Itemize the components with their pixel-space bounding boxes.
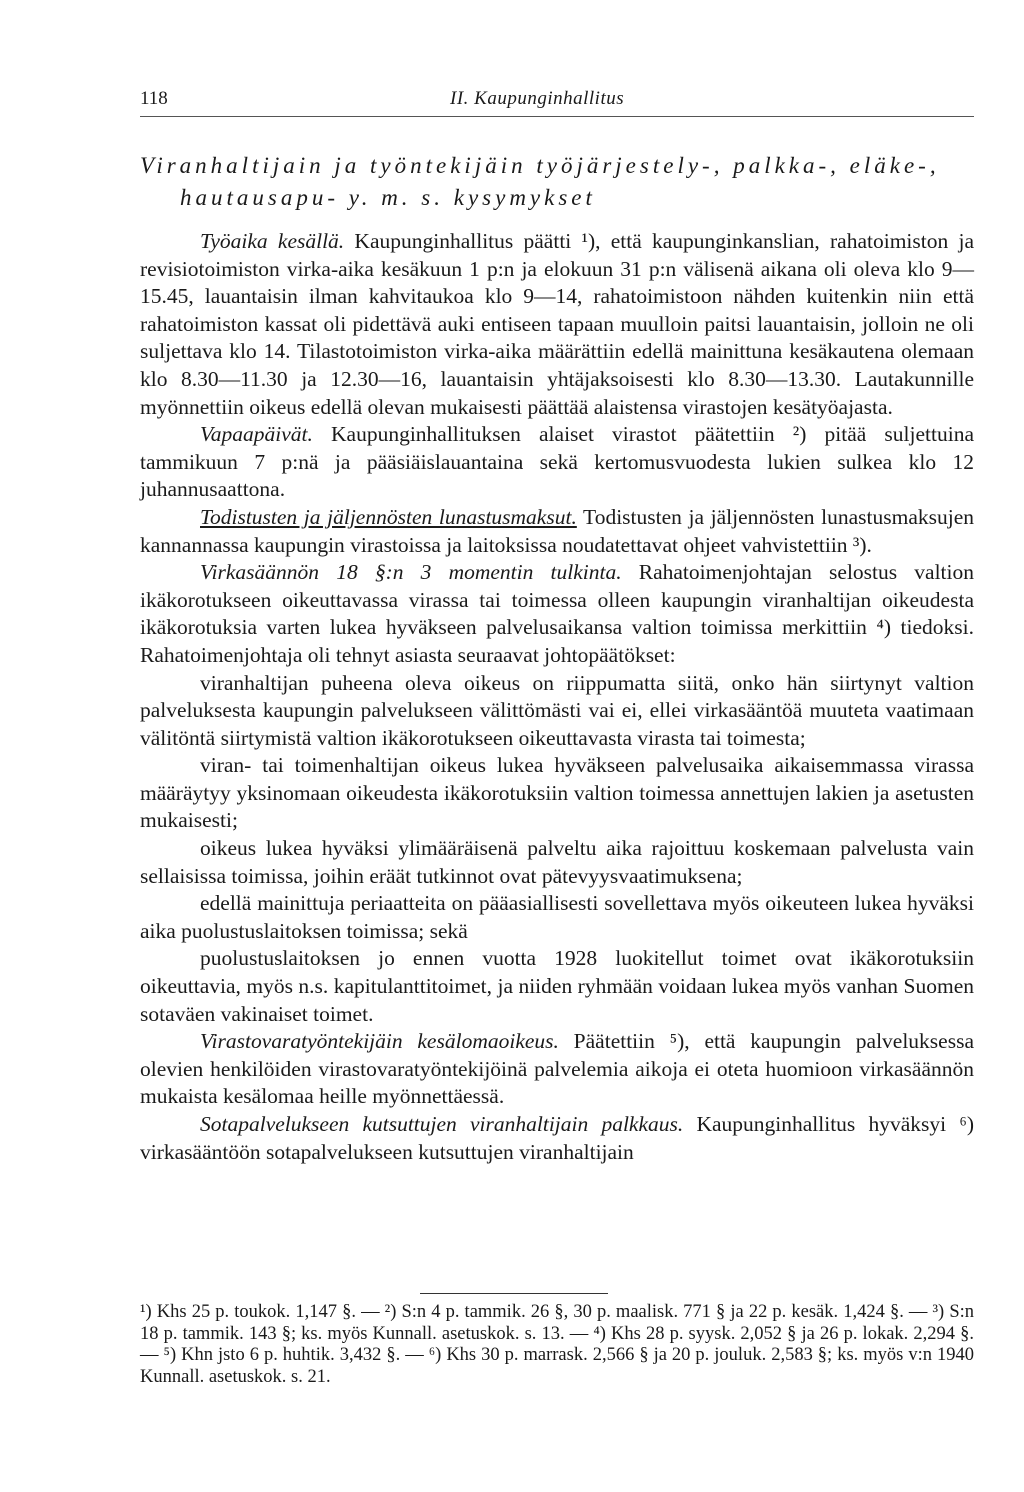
paragraph-certificate-fees bbox=[140, 504, 974, 559]
paragraph-heading: Työaika kesällä. bbox=[200, 229, 345, 253]
paragraph-heading: Virkasäännön 18 §:n 3 momentin tulkinta. bbox=[200, 560, 622, 585]
paragraph-regulation-interpretation bbox=[140, 559, 974, 669]
page-header bbox=[140, 88, 974, 114]
header-rule bbox=[140, 116, 974, 117]
list-item: oikeus lukea hyväksi ylimääräisenä palveltu aika rajoittuu koskemaan palvelusta vain sellaisissa toimissa, joihin eräät tutkinnot ovat pätevyysvaatimuksena; bbox=[140, 836, 974, 888]
paragraph-text: Päätettiin ⁵), että kaupungin palveluksessa olevien henkilöiden virastovaratyöntekijöinä palvelemia aikoja ei oteta huomioon virkasäännön mukaista kesälomaa heille myönnettäessä. bbox=[140, 1029, 974, 1109]
list-item: viranhaltijan puheena oleva oikeus on riippumatta siitä, onko hän siirtynyt valtion palveluksesta kaupungin palvelukseen välittömästi vai ei, ellei virkasääntöä muuteta vaatimaan välitöntä siirtymistä valtion ikäkorotukseen oikeuttavasta virasta tai toimesta; bbox=[140, 670, 974, 750]
paragraph-days-off bbox=[140, 421, 974, 504]
body-text bbox=[140, 150, 974, 1166]
paragraph-heading: Virastovaratyöntekijäin kesälomaoikeus. bbox=[200, 1029, 559, 1054]
paragraph-text: Kaupunginhallitus päätti ¹), että kaupunginkanslian, rahatoimiston ja revisiotoimiston virka-aika kesäkuun 1 p:n ja elokuun 31 p:n välisenä aikana oli oleva klo 9—15.45, lauantaisin ilman kahvitaukoa klo 9—14, rahatoimistoon nähden kuitenkin niin että rahatoimiston kassat oli pidettävä auki entiseen tapaan muulloin paitsi lauantaisin, jolloin ne oli suljettava klo 14. Tilastotoimiston virka-aika määrättiin edellä mainittuna kesäkautena olemaan klo 8.30—11.30 ja 12.30—16, lauantaisin yhtäjaksoisesti klo 8.30—13.30. Lautakunnille myönnettiin oikeus edellä olevan mukaisesti päättää alaistensa virastojen kesätyöajasta. bbox=[140, 229, 974, 419]
paragraph-text: Todistusten ja jäljennösten lunastusmaksujen kannannassa kaupungin virastoissa ja laitoksissa noudatettavat ohjeet vahvistettiin ³). bbox=[140, 504, 975, 557]
paragraph-heading: Vapaapäivät. bbox=[200, 422, 313, 447]
footnote-rule bbox=[420, 1293, 608, 1294]
list-item: viran- tai toimenhaltijan oikeus lukea hyväkseen palvelusaika aikaisemmassa virassa määräytyy yksinomaan oikeudesta ikäkorotuksiin valtion toimessa annettujen lakien ja asetusten mukaisesti; bbox=[140, 753, 974, 833]
list-item: edellä mainittuja periaatteita on pääasiallisesti sovellettava myös oikeuteen lukea hyväksi aika puolustuslaitoksen toimissa; sekä bbox=[140, 891, 974, 943]
paragraph-text: Kaupunginhallituksen alaiset virastot päätettiin ²) pitää suljettuina tammikuun 7 p:nä ja pääsiäislauantaina sekä kertomusvuodesta lukien sulkea klo 12 juhannusaattona. bbox=[140, 422, 974, 502]
paragraph-heading: Sotapalvelukseen kutsuttujen viranhaltijain palkkaus. bbox=[200, 1112, 684, 1136]
paragraph-summer-leave bbox=[140, 1028, 974, 1111]
list-item: puolustuslaitoksen jo ennen vuotta 1928 luokitellut toimet ovat ikäkorotuksiin oikeuttavia, myös n.s. kapitulanttitoimet, ja niiden ryhmään voidaan lukea myös vanhan Suomen sotaväen vakinaiset toimet. bbox=[140, 946, 974, 1026]
running-head: II. Kaupunginhallitus bbox=[450, 88, 625, 109]
page-number: 118 bbox=[140, 88, 168, 109]
paragraph-work-hours bbox=[140, 228, 974, 421]
paragraph-military-pay bbox=[140, 1111, 974, 1166]
paragraph-text: Rahatoimenjohtajan selostus valtion ikäkorotukseen oikeuttavassa virassa tai toimessa olleen kaupungin viranhaltijan oikeudesta ikäkorotuksia varten lukea hyväkseen palvelusaikansa valtion toimissa merkittiin ⁴) tiedoksi. Rahatoimenjohtaja oli tehnyt asiasta seuraavat johtopäätökset: bbox=[140, 560, 974, 667]
footnotes: ¹) Khs 25 p. toukok. 1,147 §. — ²) S:n 4 p. tammik. 26 §, 30 p. maalisk. 771 § ja 22 p. kesäk. 1,424 §. — ³) S:n 18 p. tammik. 143 §; ks. myös Kunnall. asetuskok. s. 13. — ⁴) Khs 28 p. syysk. 2,052 § ja 26 p. lokak. 2,294 §. — ⁵) Khn jsto 6 p. huhtik. 3,432 §. — ⁶) Khs 30 p. marrask. 2,566 § ja 20 p. jouluk. 2,583 §; ks. myös v:n 1940 Kunnall. asetuskok. s. 21. bbox=[140, 1302, 974, 1387]
paragraph-text: Kaupunginhallitus hyväksyi ⁶) virkasääntöön sotapalvelukseen kutsuttujen viranhaltijain bbox=[140, 1112, 974, 1164]
paragraph-heading: Todistusten ja jäljennösten lunastusmaksut. bbox=[200, 504, 577, 529]
section-title: Viranhaltijain ja työntekijäin työjärjestely-, palkka-, eläke-, hautausapu- y. m. s. kysymykset bbox=[140, 153, 940, 210]
